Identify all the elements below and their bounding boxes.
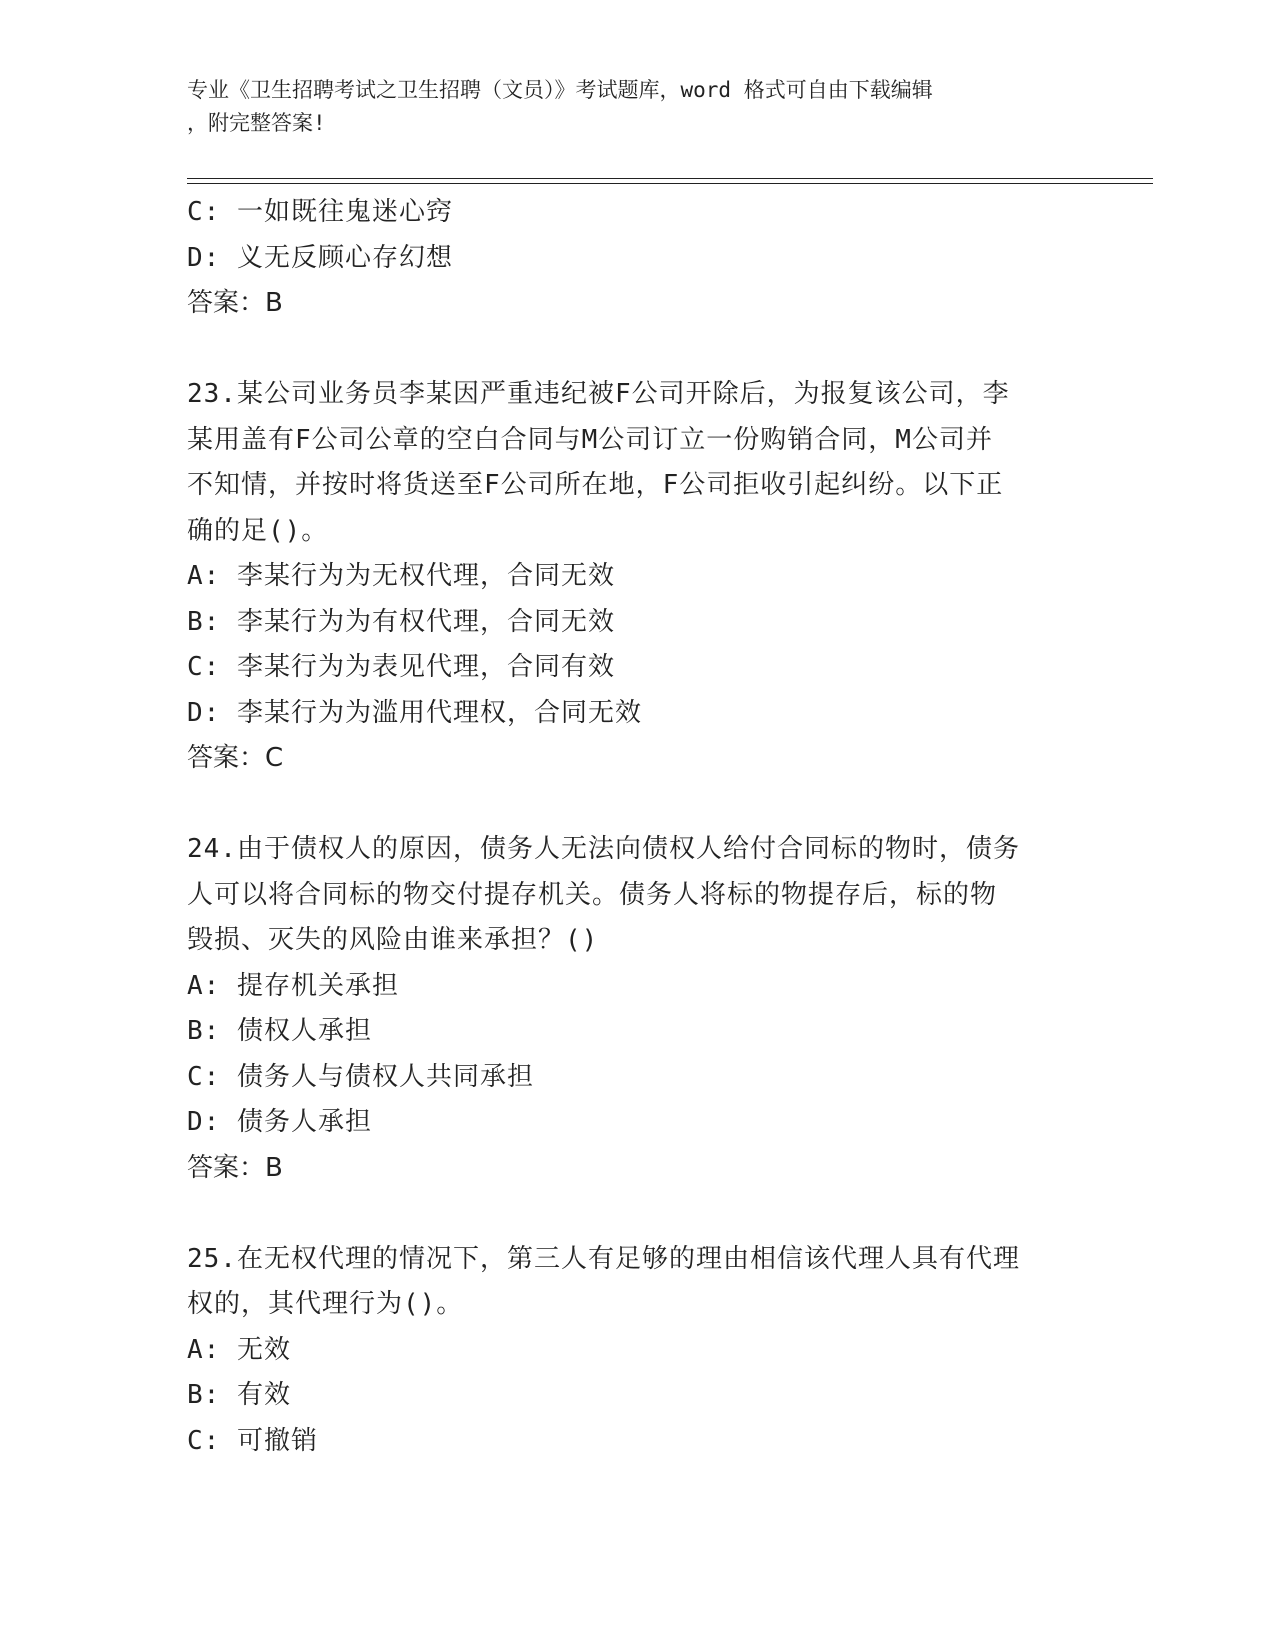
question-list (187, 190, 1087, 1464)
answer: 答案：C (187, 743, 284, 773)
question-24 (187, 827, 1087, 1191)
option-a: A: 李某行为为无权代理，合同无效 (187, 561, 615, 591)
question-stem-line: 不知情，并按时将货送至F公司所在地，F公司拒收引起纠纷。以下正 (187, 470, 1004, 500)
question-23 (187, 372, 1087, 782)
question-stem-line: 24.由于债权人的原因，债务人无法向债权人给付合同标的物时，债务 (187, 834, 1020, 864)
header-line-1: 专业《卫生招聘考试之卫生招聘（文员）》考试题库，word 格式可自由下载编辑 (187, 78, 933, 102)
option-d: D: 债务人承担 (187, 1107, 372, 1137)
answer: 答案：B (187, 1152, 283, 1183)
header-divider-top (187, 178, 1153, 179)
spacer (187, 1191, 1087, 1237)
header-line-2: ，附完整答案! (187, 111, 326, 135)
question-stem-line: 某用盖有F公司公章的空白合同与M公司订立一份购销合同，M公司并 (187, 424, 993, 455)
spacer (187, 782, 1087, 828)
spacer (187, 327, 1087, 373)
option-b: B: 李某行为为有权代理，合同无效 (187, 606, 615, 637)
option-b: B: 有效 (187, 1380, 291, 1410)
header-divider-bottom (187, 183, 1153, 184)
option-b: B: 债权人承担 (187, 1016, 372, 1046)
question-stem-line: 确的足()。 (187, 515, 329, 546)
option-c: C: 可撤销 (187, 1425, 318, 1456)
question-stem-line: 毁损、灭失的风险由谁来承担？() (187, 925, 599, 955)
option-c: C: 一如既往鬼迷心窍 (187, 197, 453, 227)
option-a: A: 无效 (187, 1334, 291, 1365)
document-header (187, 74, 1087, 140)
question-stem-line: 人可以将合同标的物交付提存机关。债务人将标的物提存后，标的物 (187, 879, 998, 910)
question-stem-line: 25.在无权代理的情况下，第三人有足够的理由相信该代理人具有代理 (187, 1243, 1020, 1274)
question-stem-line: 权的，其代理行为()。 (187, 1289, 464, 1319)
option-d: D: 李某行为为滥用代理权，合同无效 (187, 697, 642, 728)
option-c: C: 债务人与债权人共同承担 (187, 1061, 534, 1092)
option-a: A: 提存机关承担 (187, 970, 399, 1001)
question-stem-line: 23.某公司业务员李某因严重违纪被F公司开除后，为报复该公司，李 (187, 379, 1010, 409)
option-c: C: 李某行为为表见代理，合同有效 (187, 652, 615, 682)
question-25 (187, 1237, 1087, 1465)
answer: 答案：B (187, 288, 283, 318)
option-d: D: 义无反顾心存幻想 (187, 242, 453, 273)
previous-question-tail (187, 190, 1087, 327)
